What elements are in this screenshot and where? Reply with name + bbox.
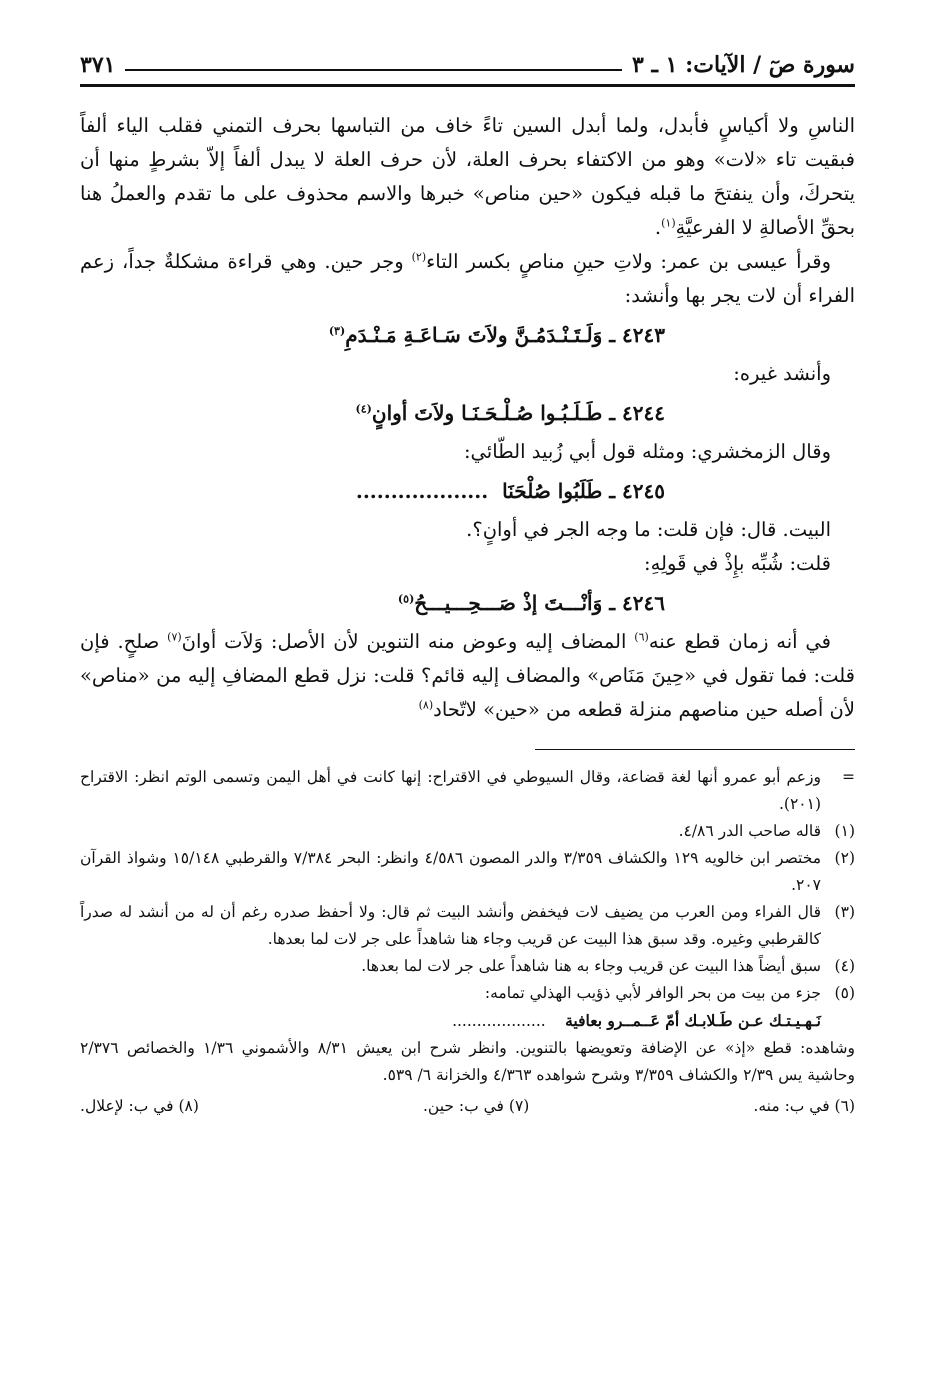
paragraph-1-text: الناسِ ولا أكياسٍ فأبدل، ولما أبدل السين تاءً خاف من التباسها بحرف التمني فقلب الياء ألفاً فبقيت تاء «لات» وهو من الاكتفاء بحرف العلة، لأن حرف العلة لا يبدل ألفاً إلاّ بشرطٍ منها أن يتحركَ، وأن ينفتحَ ما قبله فيكون «حين مناص» خبرها والاسم محذوف على ما تقدم والعملُ هنا بحقِّ الأصالةِ لا الفرعيَّةِ xyxy=(80,114,855,239)
footnote-5-verse-text: نَـهـيـتـك عـن طَـلابـك أمّ عَــمــرو بعافية xyxy=(565,1011,821,1030)
verse-4246-text: ٤٢٤٦ ـ وَأنْـــتَ إذْ صَـــحِـــيـــحُ xyxy=(414,591,665,615)
page-number: ٣٧١ xyxy=(80,52,116,78)
footnote-5-mark: (٥) xyxy=(834,984,855,1002)
footnote-1-text: قاله صاحب الدر ٤/٨٦. xyxy=(678,822,821,840)
footnote-row-6-8 xyxy=(80,1093,855,1120)
footnote-ref-6[interactable]: (٦) xyxy=(634,630,649,644)
paragraph-5-text-b: المضاف إليه وعوض منه التنوين لأن الأصل: وَلاَت أوانَ xyxy=(181,630,635,653)
footnote-continued-text: وزعم أبو عمرو أنها لغة قضاعة، وقال السيوطي في الاقتراح: إنها كانت في أهل اليمن وتسمى الوتم انظر: الاقتراح (٢٠١). xyxy=(80,768,821,813)
verse-4244 xyxy=(80,391,665,435)
footnote-2-text: مختصر ابن خالويه ١٢٩ والكشاف ٣/٣٥٩ والدر المصون ٤/٥٨٦ وانظر: البحر ٧/٣٨٤ والقرطبي ١٥/١٤٨ وشواذ القرآن ٢٠٧. xyxy=(80,849,822,894)
intro-verse-4244: وأنشد غيره: xyxy=(733,362,831,385)
verse-4244-text: ٤٢٤٤ ـ طَـلَـبُـوا صُـلْـحَـنَـا ولاَتَ أوانٍ xyxy=(371,401,665,425)
footnote-5-text: جزء من بيت من بحر الوافر لأبي ذؤيب الهذلي تمامه: xyxy=(484,984,821,1002)
footnote-ref-7[interactable]: (٧) xyxy=(167,630,182,644)
verse-4245-text: ٤٢٤٥ ـ طَلَبُوا صُلْحَنَا xyxy=(502,479,665,503)
footnote-4 xyxy=(80,953,855,980)
paragraph-1 xyxy=(80,109,855,245)
chapter-title: سورة صٓ / الآيات: ١ ـ ٣ xyxy=(632,52,855,78)
footnote-5-verse xyxy=(80,1007,821,1035)
footnote-1-mark: (١) xyxy=(834,822,855,840)
verse-4243-text: ٤٢٤٣ ـ وَلَـتَـنْـدَمُـنَّ ولاَتَ سَـاعَـةِ مَـنْـدَمِ xyxy=(345,323,665,347)
footnote-8: (٨) في ب: لإعلال. xyxy=(80,1097,199,1115)
footnote-separator xyxy=(535,749,855,750)
footnote-ref-2[interactable]: (٢) xyxy=(411,250,427,264)
book-page xyxy=(80,44,855,1120)
verse-4245 xyxy=(80,469,665,513)
paragraph-5 xyxy=(80,625,855,727)
footnote-5-verse-ellipsis: ................... xyxy=(452,1012,546,1030)
header-rule xyxy=(80,84,855,87)
intro-verse-4245: وقال الزمخشري: ومثله قول أبي زُبيد الطّائي: xyxy=(463,440,831,463)
footnote-6: (٦) في ب: منه. xyxy=(753,1097,855,1115)
footnote-continued xyxy=(80,764,855,818)
paragraph-1-end: . xyxy=(654,216,662,239)
continuation-mark: = xyxy=(842,768,855,786)
footnote-5 xyxy=(80,980,855,1007)
footnote-ref-4[interactable]: (٤) xyxy=(355,402,372,416)
paragraph-2 xyxy=(80,245,855,313)
paragraph-5-text-c: صلحٍ. فإن قلت: فما تقول في «حِينَ مَنَاص» والمضاف إليه قائم؟ قلت: نزل قطع المضافِ إليه من «مناص» لأن أصله حين مناصهم منزلة قطعه من «حين» لاتّحاد xyxy=(80,630,855,721)
footnote-3-mark: (٣) xyxy=(834,903,855,921)
footnote-5-continued: وشاهده: قطع «إذ» عن الإضافة وتعويضها بالتنوين. وانظر شرح ابن يعيش ٨/٣١ والأشموني ١/٣٦ والخصائص ٢/٣٧٦ وحاشية يس ٢/٣٩ والكشاف ٣/٣٥٩ وشرح شواهده ٤/٣٦٣ والخزانة ٦/ ٥٣٩. xyxy=(80,1039,855,1084)
footnote-3 xyxy=(80,899,855,953)
paragraph-2-text-a: وقرأ عيسى بن عمر: ولاتِ حينِ مناصٍ بكسر التاء xyxy=(426,250,831,273)
footnote-3-text: قال الفراء ومن العرب من يضيف لات فيخفض وأنشد البيت ثم قال: ولا أحفظ صدره رغم أن له من أنشد له صدراً كالقرطبي وغيره. وقد سبق هذا البيت عن قريب وجاء هنا شاهداً على جر لات لما بعدها. xyxy=(80,903,821,948)
footnote-ref-8[interactable]: (٨) xyxy=(418,698,434,712)
verse-4243 xyxy=(80,313,665,357)
verse-4246 xyxy=(80,581,665,625)
footnote-ref-3[interactable]: (٣) xyxy=(328,324,346,338)
paragraph-3: البيت. قال: فإن قلت: ما وجه الجر في أوانٍ؟. xyxy=(466,518,831,541)
footnote-2 xyxy=(80,845,855,899)
footnote-1 xyxy=(80,818,855,845)
running-header xyxy=(80,44,855,78)
footnote-7: (٧) في ب: حين. xyxy=(422,1097,530,1115)
paragraph-2-text-b: وجر حين. وهي قراءة مشكلةٌ جداً، زعم الفراء أن لات يجر بها وأنشد: xyxy=(80,250,855,307)
paragraph-4: قلت: شُبِّه بإِذْ في قَولِهِ: xyxy=(644,552,831,575)
footnote-2-mark: (٢) xyxy=(834,849,855,867)
footnote-ref-5[interactable]: (٥) xyxy=(397,592,415,606)
header-leader-line xyxy=(125,69,622,71)
verse-4245-ellipsis: ................... xyxy=(355,479,489,503)
footnote-4-text: سبق أيضاً هذا البيت عن قريب وجاء به هنا شاهداً على جر لات لما بعدها. xyxy=(361,957,821,975)
footnote-ref-1[interactable]: (١) xyxy=(661,216,676,230)
footnotes xyxy=(80,764,855,1120)
paragraph-5-text-a: في أنه زمان قطع عنه xyxy=(648,630,832,653)
footnote-4-mark: (٤) xyxy=(834,957,855,975)
